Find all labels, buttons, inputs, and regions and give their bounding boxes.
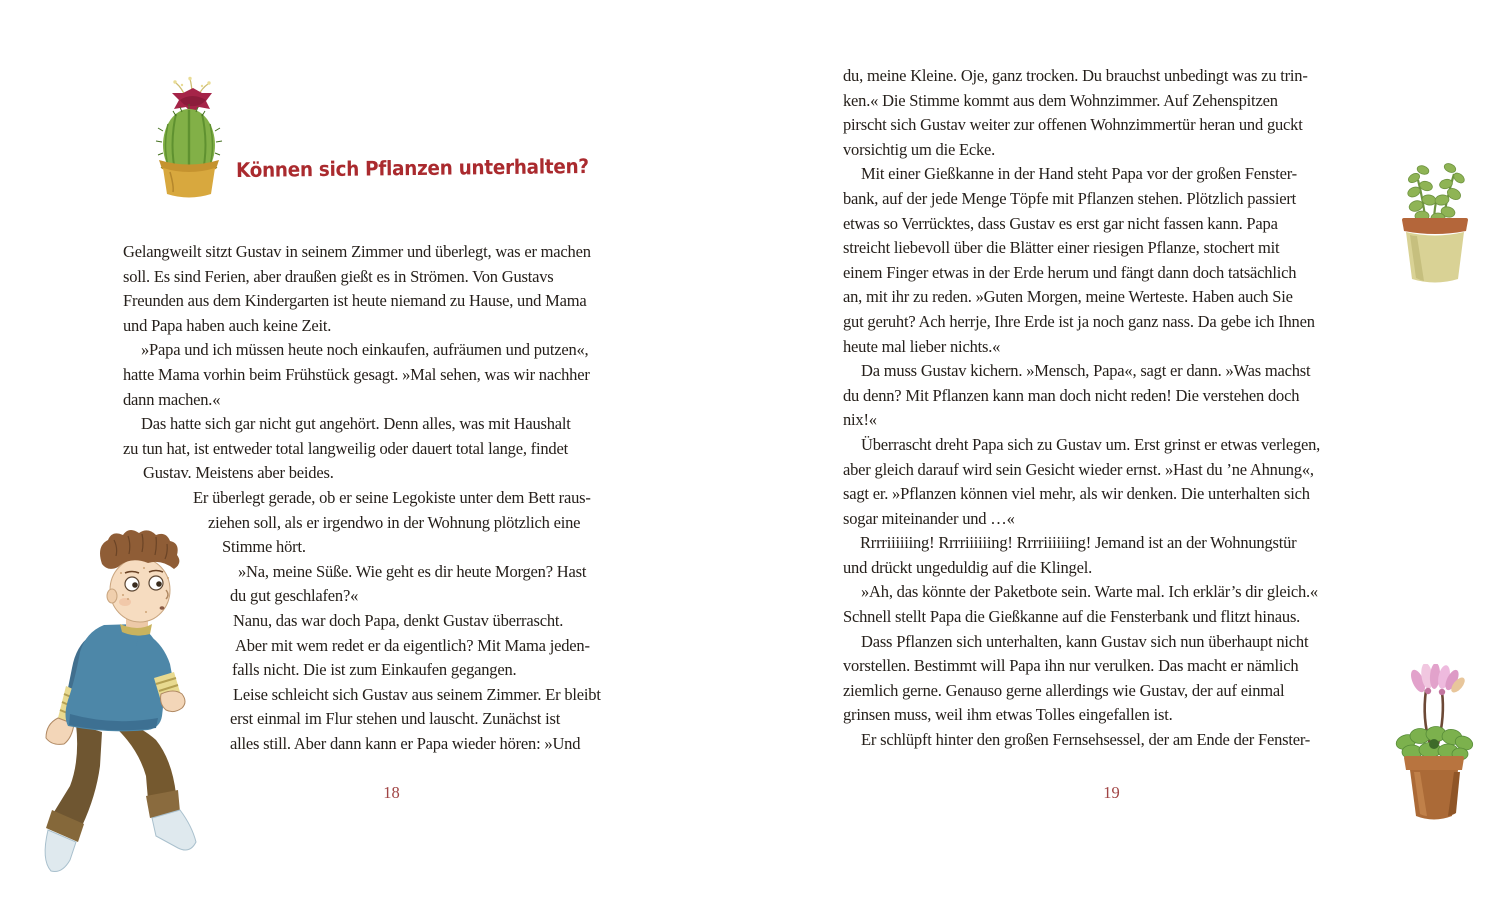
- text-line: ken.« Die Stimme kommt aus dem Wohnzimmer. Auf Zehenspitzen: [843, 90, 1278, 110]
- text-line: vorsichtig um die Ecke.: [843, 139, 996, 159]
- text-line: Nanu, das war doch Papa, denkt Gustav überrascht.: [233, 610, 564, 630]
- text-line: »Na, meine Süße. Wie geht es dir heute Morgen? Hast: [238, 561, 587, 581]
- text-line: du denn? Mit Pflanzen kann man doch nicht reden! Die verstehen doch: [843, 385, 1300, 405]
- text-line: Leise schleicht sich Gustav aus seinem Zimmer. Er bleibt: [233, 684, 601, 704]
- text-line: Rrrriiiiiing! Rrrriiiiiing! Rrrriiiiiing! Jemand ist an der Wohnungstür: [860, 533, 1297, 553]
- text-line: Überrascht dreht Papa sich zu Gustav um. Erst grinst er etwas verlegen,: [861, 434, 1321, 454]
- boy-illustration: [28, 528, 203, 883]
- boy-right-pupil: [156, 581, 162, 587]
- boy-mouth: [160, 606, 165, 610]
- text-line: und drückt ungeduldig auf die Klingel.: [843, 557, 1093, 577]
- text-line: erst einmal im Flur stehen und lauscht. Zunächst ist: [230, 709, 561, 729]
- cyclamen-illustration: [1392, 664, 1476, 822]
- text-line: nix!«: [843, 410, 877, 430]
- text-line: Gelangweilt sitzt Gustav in seinem Zimmer und überlegt, was er machen: [123, 242, 591, 261]
- page-left-text: [123, 240, 675, 756]
- succulent-leaves: [1406, 162, 1466, 223]
- text-line: einem Finger etwas in der Erde herum und fängt dann doch tatsächlich: [843, 262, 1297, 282]
- page-number-right: 19: [1103, 783, 1120, 802]
- page-number-left: 18: [383, 783, 400, 802]
- text-line: etwas so Verrücktes, dass Gustav es erst gar nicht fassen kann. Papa: [843, 213, 1278, 233]
- text-line: grinsen muss, weil ihm etwas Tolles eingefallen ist.: [843, 705, 1173, 725]
- text-line: soll. Es sind Ferien, aber draußen gießt es in Strömen. Von Gustavs: [123, 266, 554, 286]
- text-line: ziehen soll, als er irgendwo in der Wohnung plötzlich eine: [208, 512, 581, 532]
- boy-front-sock: [152, 810, 196, 850]
- text-line: Mit einer Gießkanne in der Hand steht Papa vor der großen Fenster-: [861, 164, 1297, 184]
- text-line: Dass Pflanzen sich unterhalten, kann Gustav sich nun überhaupt nicht: [861, 631, 1309, 651]
- text-line: aber gleich darauf wird sein Gesicht wieder ernst. »Hast du ’ne Ahnung«,: [843, 459, 1314, 479]
- text-line: vorstellen. Bestimmt will Papa ihn nur verulken. Das macht er nämlich: [843, 656, 1299, 676]
- text-line: du gut geschlafen?«: [230, 586, 359, 606]
- text-line: gut geruht? Ach herrje, Ihre Erde ist ja noch ganz nass. Da gebe ich Ihnen: [843, 311, 1315, 331]
- cyclamen-leaf-center: [1429, 739, 1439, 749]
- text-line: falls nicht. Die ist zum Einkaufen gegangen.: [232, 660, 517, 680]
- text-line: Da muss Gustav kichern. »Mensch, Papa«, sagt er dann. »Was machst: [861, 361, 1311, 381]
- boy-front-hand: [161, 691, 185, 712]
- text-line: Er schlüpft hinter den großen Fernsehsessel, der am Ende der Fenster-: [861, 730, 1311, 750]
- page-right-text: [843, 64, 1395, 753]
- text-line: heute mal lieber nichts.«: [843, 336, 1001, 356]
- text-line: Aber mit wem redet er da eigentlich? Mit Mama jeden-: [235, 635, 590, 655]
- text-line: dann machen.«: [123, 389, 221, 409]
- text-line: Gustav. Meistens aber beides.: [143, 463, 334, 483]
- chapter-title: Können sich Pflanzen unterhalten?: [235, 153, 589, 182]
- succulent-illustration: [1396, 154, 1474, 286]
- page-right: [750, 0, 1500, 914]
- text-line: Er überlegt gerade, ob er seine Legokiste unter dem Bett raus-: [193, 487, 591, 507]
- cyclamen-pot-rim: [1404, 756, 1464, 770]
- text-line: hatte Mama vorhin beim Frühstück gesagt. »Mal sehen, was wir nachher: [123, 364, 590, 384]
- text-line: sagt er. »Pflanzen können viel mehr, als wir denken. Die unterhalten sich: [843, 484, 1310, 504]
- text-line: und Papa haben auch keine Zeit.: [123, 315, 332, 335]
- text-line: Freunden aus dem Kindergarten ist heute niemand zu Hause, und Mama: [123, 291, 587, 311]
- text-line: bank, auf der jede Menge Töpfe mit Pflanzen stehen. Plötzlich passiert: [843, 188, 1297, 208]
- text-line: ziemlich gerne. Genauso gerne allerdings wie Gustav, der auf einmal: [843, 680, 1285, 700]
- text-line: »Papa und ich müssen heute noch einkaufen, aufräumen und putzen«,: [141, 340, 589, 360]
- text-line: du, meine Kleine. Oje, ganz trocken. Du brauchst unbedingt was zu trin-: [843, 66, 1308, 85]
- text-line: alles still. Aber dann kann er Papa wieder hören: »Und: [230, 733, 581, 753]
- boy-face: [110, 558, 170, 622]
- boy-cheek-blush: [119, 598, 131, 606]
- text-line: Das hatte sich gar nicht gut angehört. Denn alles, was mit Haushalt: [141, 414, 571, 434]
- text-line: zu tun hat, ist entweder total langweilig oder dauert total lange, findet: [123, 438, 568, 458]
- text-line: »Ah, das könnte der Paketbote sein. Warte mal. Ich erklär’s dir gleich.«: [861, 582, 1318, 602]
- text-line: sogar miteinander und …«: [843, 508, 1015, 528]
- succulent-pot-rim: [1402, 218, 1468, 234]
- text-line: Stimme hört.: [222, 537, 306, 557]
- cactus-illustration: [146, 76, 236, 200]
- boy-left-pupil: [132, 582, 138, 588]
- boy-ear: [107, 589, 117, 603]
- text-line: streicht liebevoll über die Blätter einer riesigen Pflanze, stochert mit: [843, 238, 1280, 258]
- text-line: pirscht sich Gustav weiter zur offenen Wohnzimmertür heran und guckt: [843, 115, 1303, 135]
- text-line: an, mit ihr zu reden. »Guten Morgen, meine Werteste. Haben auch Sie: [843, 287, 1293, 307]
- text-line: Schnell stellt Papa die Gießkanne auf die Fensterbank und flitzt hinaus.: [843, 607, 1301, 627]
- cyclamen-flowers: [1408, 664, 1467, 695]
